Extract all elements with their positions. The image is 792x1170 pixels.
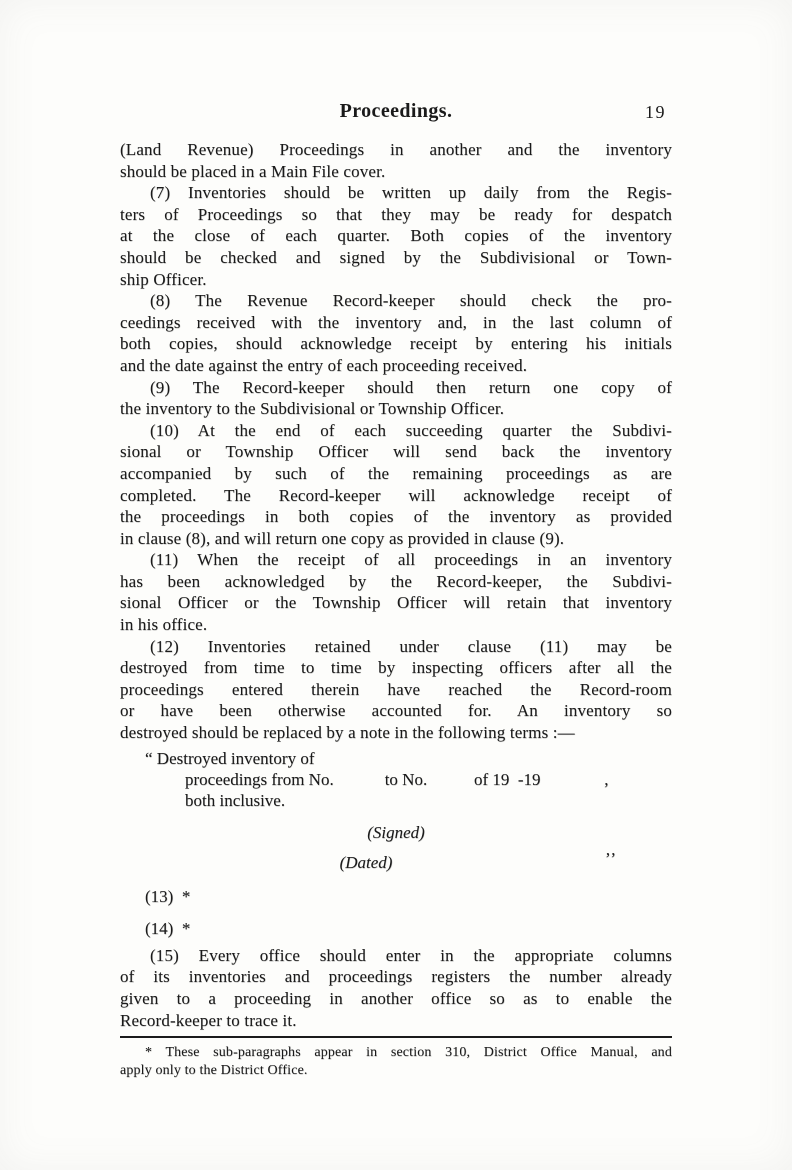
paragraph bbox=[120, 1044, 672, 1079]
text-line: of its inventories and proceedings registers the number already bbox=[120, 967, 672, 987]
text-line: given to a proceeding in another office so as to enable the bbox=[120, 989, 672, 1009]
text-line: in clause (8), and will return one copy as provided in clause (9). bbox=[120, 528, 565, 548]
paragraph bbox=[120, 420, 672, 550]
text-line: (7) Inventories should be written up daily from the Regis- bbox=[150, 183, 672, 203]
text-line: “ Destroyed inventory of bbox=[145, 748, 315, 768]
page-body bbox=[120, 139, 672, 1079]
closing-paragraph bbox=[120, 945, 672, 1031]
text-line: (10) At the end of each succeeding quarter the Subdivi- bbox=[150, 420, 672, 440]
paragraph bbox=[120, 945, 672, 1031]
footnote-rule bbox=[120, 1036, 672, 1038]
sub-paragraphs-13-14 bbox=[120, 886, 672, 940]
signed-label: (Signed) bbox=[367, 822, 425, 842]
dated-label: (Dated) bbox=[339, 852, 393, 872]
text-line: the proceedings in both copies of the inventory as provided bbox=[120, 507, 672, 527]
text-line: (11) When the receipt of all proceedings in an inventory bbox=[150, 550, 672, 570]
text-line: accompanied by such of the remaining proceedings as are bbox=[120, 463, 672, 483]
text-line: (15) Every office should enter in the appropriate columns bbox=[150, 945, 672, 965]
text-line: sional or Township Officer will send back the inventory bbox=[120, 442, 672, 462]
text-line: in his office. bbox=[120, 615, 208, 635]
text-line: (8) The Revenue Record-keeper should check the pro- bbox=[150, 291, 672, 311]
text-line: apply only to the District Office. bbox=[120, 1062, 308, 1078]
paragraph bbox=[120, 636, 672, 744]
closing-quote-mark: ’’ bbox=[604, 848, 617, 868]
text-line: (13) * bbox=[145, 886, 191, 906]
text-line: should be checked and signed by the Subdivisional or Town- bbox=[120, 247, 672, 267]
paragraph bbox=[120, 182, 672, 290]
text-line: (Land Revenue) Proceedings in another and the inventory bbox=[120, 140, 672, 159]
text-line: should be placed in a Main File cover. bbox=[120, 161, 386, 181]
text-line: at the close of each quarter. Both copies of the inventory bbox=[120, 226, 672, 246]
dated-line bbox=[120, 848, 672, 874]
text-line: sional Officer or the Township Officer will retain that inventory bbox=[120, 593, 672, 613]
text-line: proceedings entered therein have reached the Record-room bbox=[120, 679, 672, 699]
page-header bbox=[120, 100, 672, 126]
paragraph bbox=[120, 290, 672, 376]
signed-line bbox=[120, 822, 672, 844]
text-line: has been acknowledged by the Record-keeper, the Subdivi- bbox=[120, 571, 672, 591]
footnote bbox=[120, 1044, 672, 1079]
text-line: * These sub-paragraphs appear in section 310, District Office Manual, and bbox=[145, 1045, 672, 1061]
text-line: Record-keeper to trace it. bbox=[120, 1010, 297, 1030]
text-line: both inclusive. bbox=[185, 791, 286, 811]
text-line: (14) * bbox=[145, 918, 191, 938]
text-line: proceedings from No. to No. of 19 -19 , bbox=[185, 770, 609, 790]
text-line: destroyed from time to time by inspecting officers after all the bbox=[120, 658, 672, 678]
text-line: ceedings received with the inventory and, in the last column of bbox=[120, 312, 672, 332]
destroyed-inventory-note bbox=[120, 748, 672, 812]
text-line: both copies, should acknowledge receipt by entering his initials bbox=[120, 334, 672, 354]
text-line: and the date against the entry of each proceeding received. bbox=[120, 355, 528, 375]
paragraph bbox=[120, 139, 672, 182]
page-title: Proceedings. bbox=[339, 100, 453, 122]
text-line: or have been otherwise accounted for. An inventory so bbox=[120, 701, 672, 721]
text-line: (12) Inventories retained under clause (11) may be bbox=[150, 636, 672, 656]
paragraph bbox=[120, 549, 672, 635]
paragraph bbox=[120, 377, 672, 420]
text-line: ship Officer. bbox=[120, 269, 207, 289]
text-line: completed. The Record-keeper will acknowledge receipt of bbox=[120, 485, 672, 505]
text-line: the inventory to the Subdivisional or Township Officer. bbox=[120, 399, 505, 419]
page-number: 19 bbox=[645, 102, 666, 122]
text-line: ters of Proceedings so that they may be ready for despatch bbox=[120, 204, 672, 224]
content-column bbox=[120, 0, 672, 1079]
text-line: (9) The Record-keeper should then return one copy of bbox=[150, 377, 672, 397]
main-paragraphs bbox=[120, 139, 672, 744]
text-line: destroyed should be replaced by a note in the following terms :— bbox=[120, 723, 575, 743]
